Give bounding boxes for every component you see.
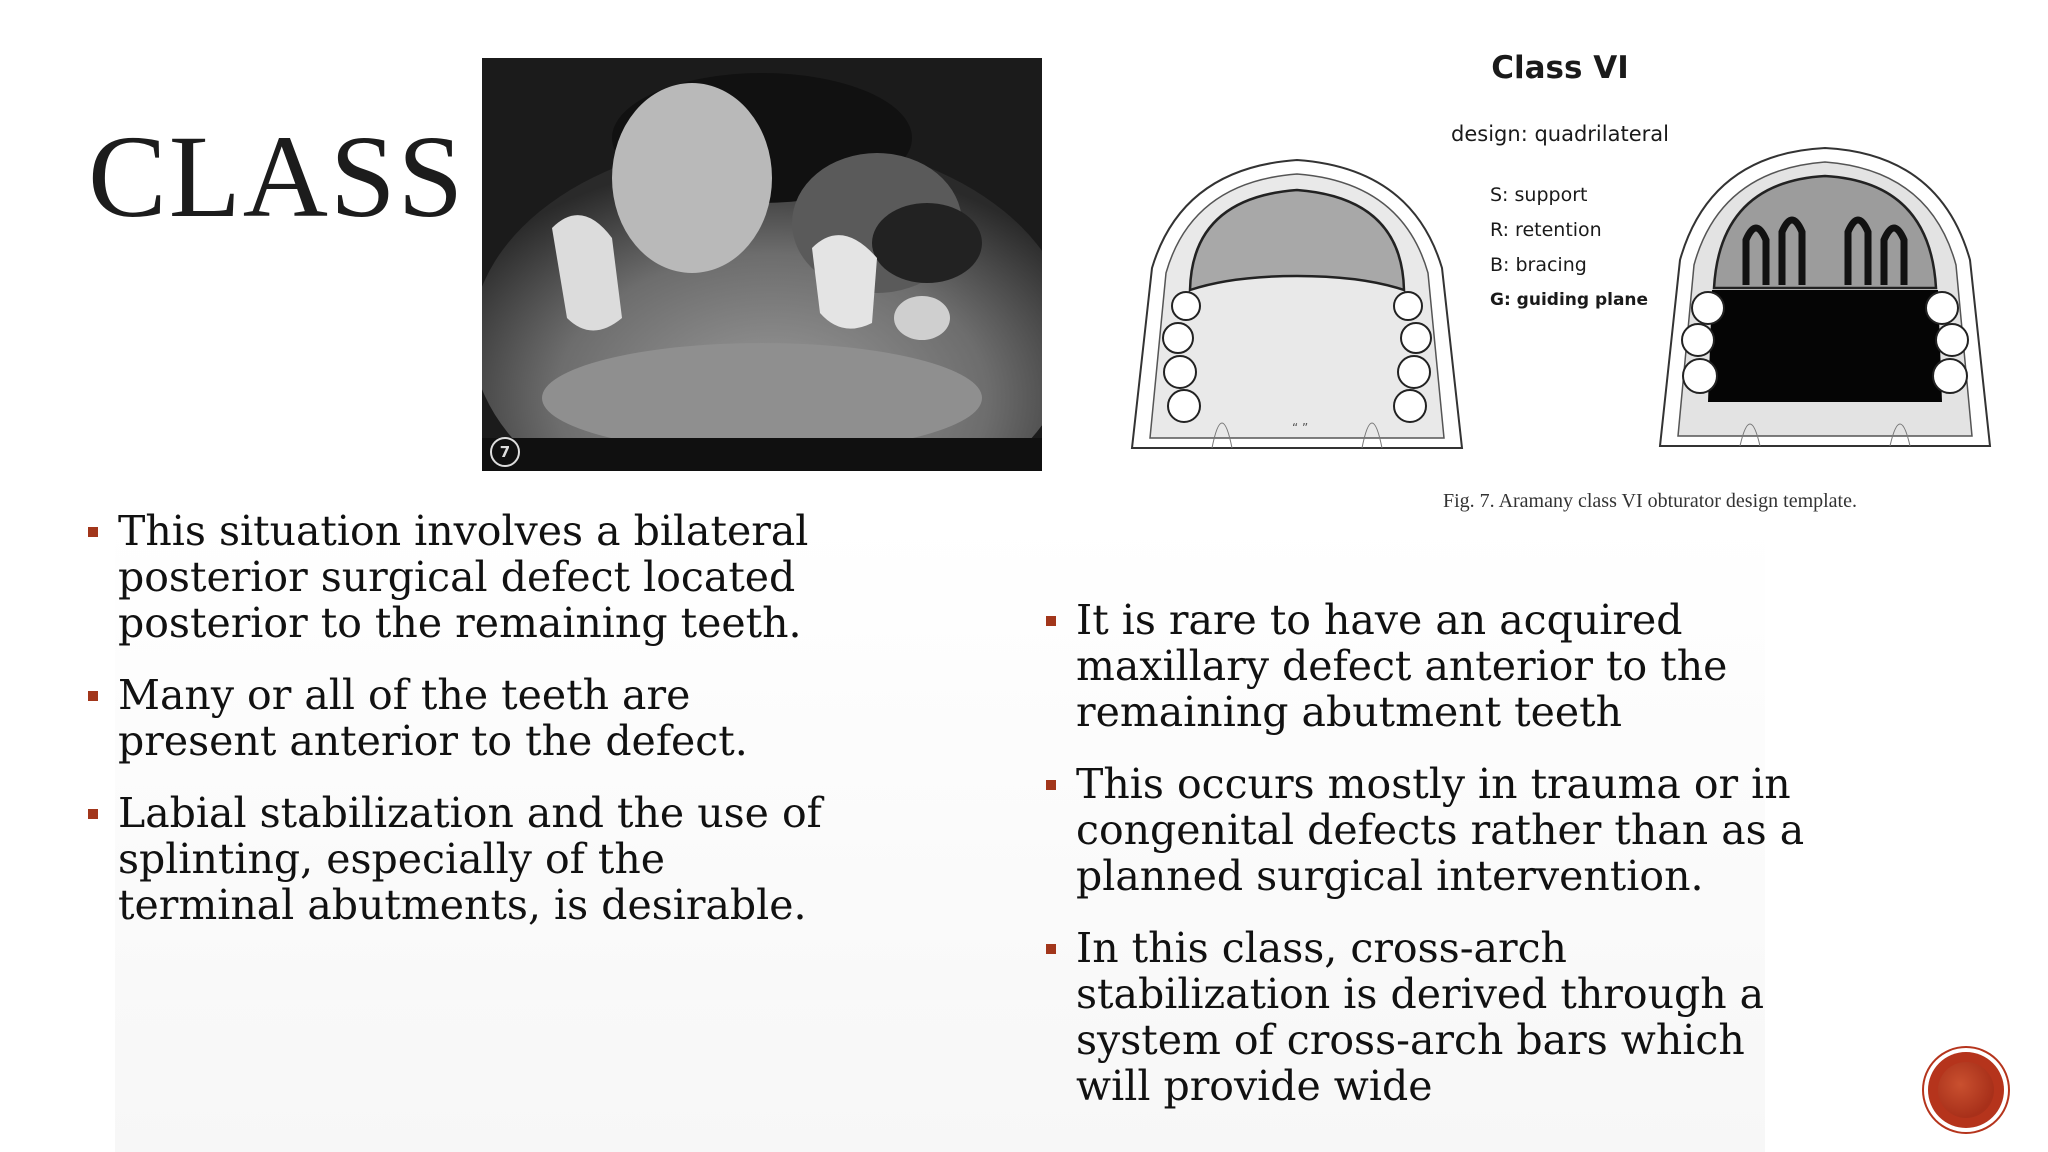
- bullet-marker: [88, 809, 98, 819]
- bullet-marker: [1046, 616, 1056, 626]
- list-item: This occurs mostly in trauma or in congenital defects rather than as a planned surgical intervention.: [1046, 761, 1826, 899]
- bullet-marker: [88, 527, 98, 537]
- figure-design-label: design: quadrilateral: [1451, 122, 1669, 146]
- photo-number-badge: 7: [490, 437, 520, 467]
- list-item: This situation involves a bilateral posterior surgical defect located posterior to the remaining teeth.: [88, 508, 848, 646]
- arch-framework-diagram: [1650, 140, 1996, 466]
- arch-design-diagram: [1122, 148, 1468, 466]
- legend-guiding-plane: G: guiding plane: [1490, 290, 1649, 310]
- legend-support: S: support: [1490, 184, 1588, 206]
- legend-retention: R: retention: [1490, 219, 1602, 241]
- legend-bracing: B: bracing: [1490, 254, 1587, 276]
- bullet-marker: [1046, 780, 1056, 790]
- figure-caption: Fig. 7. Aramany class VI obturator design template.: [1443, 490, 1857, 512]
- class-vi-figure: [1110, 40, 2010, 530]
- list-item: In this class, cross-arch stabilization is derived through a system of cross-arch bars which will provide wide: [1046, 925, 1826, 1109]
- figure-legend: [1490, 178, 1650, 318]
- left-bullet-list: [88, 508, 848, 954]
- slide-nav-button[interactable]: [1928, 1052, 2004, 1128]
- list-item: Many or all of the teeth are present anterior to the defect.: [88, 672, 848, 764]
- bullet-marker: [1046, 944, 1056, 954]
- slide-title: CLASS: [88, 111, 466, 242]
- clinical-photo: [482, 58, 1042, 471]
- bullet-marker: [88, 691, 98, 701]
- right-bullet-list: [1046, 597, 1826, 1135]
- figure-title: Class VI: [1491, 50, 1629, 86]
- list-item: It is rare to have an acquired maxillary defect anterior to the remaining abutment teeth: [1046, 597, 1826, 735]
- svg-text:“ ”: “ ”: [1292, 421, 1309, 435]
- list-item: Labial stabilization and the use of splinting, especially of the terminal abutments, is desirable.: [88, 790, 848, 928]
